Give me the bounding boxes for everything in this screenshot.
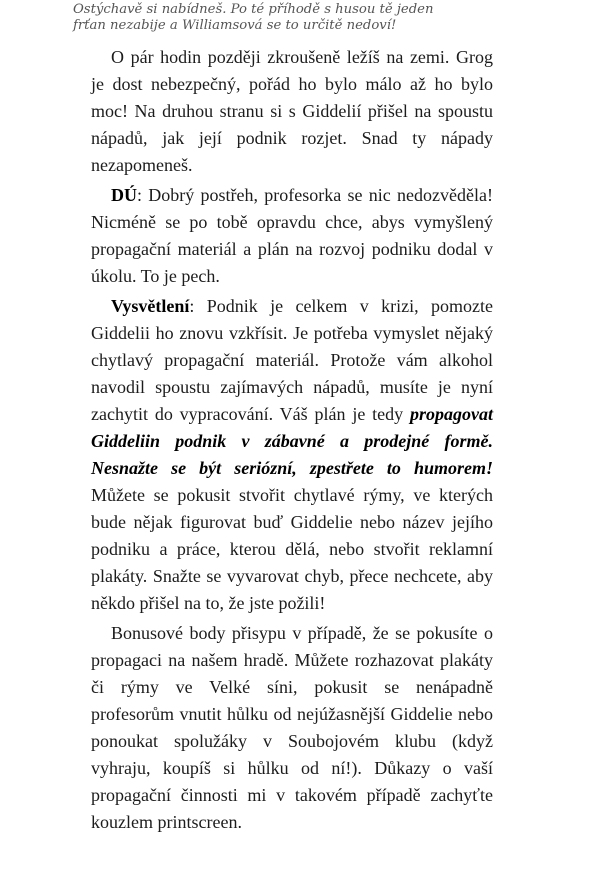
paragraph-1 (91, 44, 493, 179)
explanation-text-a: : Podnik je celkem v krizi, pomozte Giddelii ho znovu vzkřísit. Je potřeba vymyslet nějaký chytlavý propagační materiál. Protože vám alkohol navodil spoustu zajímavých nápadů, musíte je nyní zachytit do vypracování. Váš plán je tedy (91, 296, 493, 424)
paragraph-bonus (91, 620, 493, 836)
bonus-text: Bonusové body přisypu v případě, že se pokusíte o propagaci na našem hradě. Můžete rozhazovat plakáty či rýmy ve Velké síni, pokusit se nenápadně profesorům vnutit hůlku od nejúžasnější Giddelie nebo ponoukat spolužáky v Soubojovém klubu (když vyhraju, koupíš si hůlku od ní!). Důkazy o vaší propagační činnosti mi v takovém případě zachyťte kouzlem printscreen. (91, 623, 493, 832)
intro-line-2: frťan nezabije a Williamsová se to určitě nedoví! (73, 17, 397, 33)
paragraph-explanation (91, 293, 493, 617)
intro-line-1: Ostýchavě si nabídneš. Po té příhodě s husou tě jeden (73, 2, 434, 17)
explanation-text-b: Můžete se pokusit stvořit chytlavé rýmy, ve kterých bude nějak figurovat buď Giddelie nebo název jejího podniku a práce, kterou dělá, nebo stvořit reklamní plakáty. Snažte se vyvarovat chyb, přece nechcete, aby někdo přišel na to, že jste požili! (91, 485, 493, 613)
intro-note (73, 2, 513, 33)
explanation-emphasis: propagovat Giddeliin podnik v zábavné a prodejné formě. Nesnažte se být seriózní, zpestřete to humorem! (91, 404, 493, 478)
paragraph-1-text: O pár hodin později zkroušeně ležíš na zemi. Grog je dost nebezpečný, pořád ho bylo málo až ho bylo moc! Na druhou stranu si s Giddelií přišel na spoustu nápadů, jak její podnik rozjet. Snad ty nápady nezapomeneš. (91, 47, 493, 175)
paragraph-homework (91, 182, 493, 290)
homework-label: DÚ (111, 185, 137, 205)
homework-text: : Dobrý postřeh, profesorka se nic nedozvěděla! Nicméně se po tobě opravdu chce, abys vymyšlený propagační materiál a plán na rozvoj podniku dodal v úkolu. To je pech. (91, 185, 493, 286)
explanation-label: Vysvětlení (111, 296, 190, 316)
article-body (91, 44, 493, 839)
